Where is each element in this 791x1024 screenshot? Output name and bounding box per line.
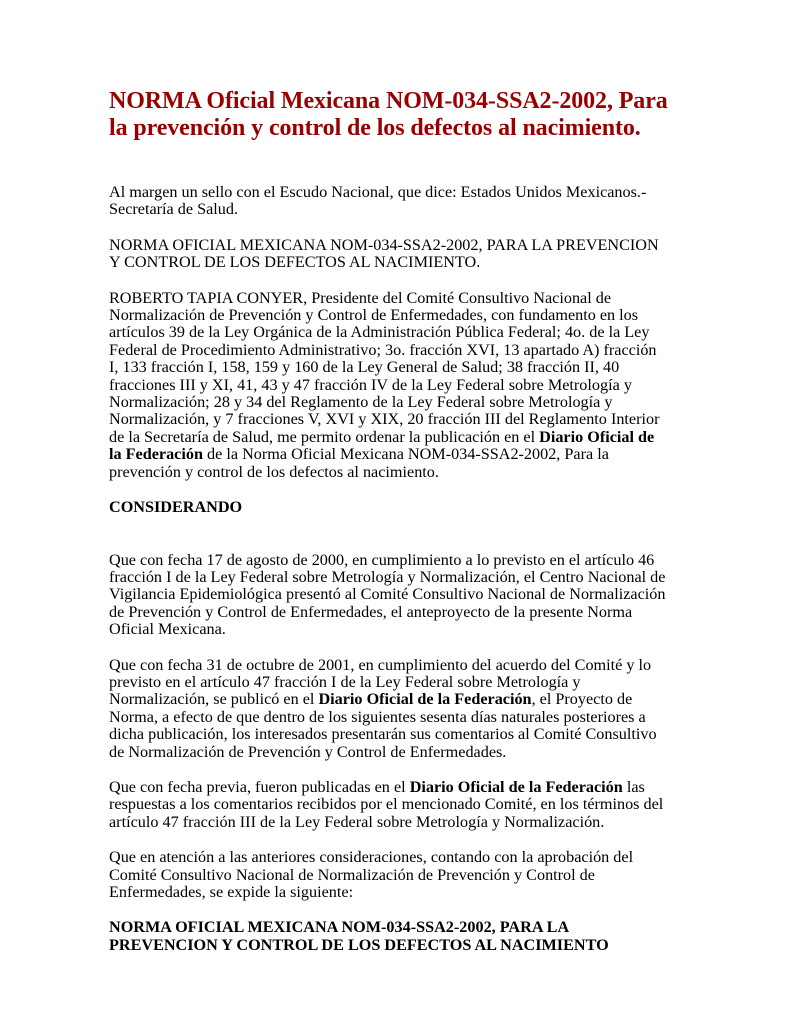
norm-caption: NORMA OFICIAL MEXICANA NOM-034-SSA2-2002, PARA LA PREVENCION Y CONTROL DE LOS DEFECTOS AL NACIMIENTO.: [109, 235, 659, 272]
intro-paragraph: Al margen un sello con el Escudo Nacional, que dice: Estados Unidos Mexicanos.- Secretaría de Salud.: [109, 183, 647, 219]
document-title: NORMA Oficial Mexicana NOM-034-SSA2-2002, Para la prevención y control de los defectos al nacimiento.: [109, 88, 668, 141]
considerando-3-text-2: las respuestas a los comentarios recibidos por el mencionado Comité, en los términos del artículo 47 fracción III de la Ley Federal sobre Metrología y Normalización.: [109, 777, 664, 831]
diario-oficial-emphasis: Diario Oficial de la Federación: [109, 427, 655, 464]
considerando-paragraph-1: Que con fecha 17 de agosto de 2000, en cumplimiento a lo previsto en el artículo 46 fracción I de la Ley Federal sobre Metrología y Normalización, el Centro Nacional de Vigilancia Epidemiológica presentó al Comité Consultivo Nacional de Normalización de Prevención y Control de Enfermedades, el anteproyecto de la presente Norma Oficial Mexicana.: [109, 550, 666, 639]
considerando-3-text-1: Que con fecha previa, fueron publicadas en el: [109, 777, 410, 796]
considerando-paragraph-3: [109, 779, 669, 831]
preamble-text-2: de la Norma Oficial Mexicana NOM-034-SSA2-2002, Para la prevención y control de los defectos al nacimiento.: [109, 445, 609, 481]
diario-oficial-emphasis: Diario Oficial de la Federación: [318, 690, 532, 709]
closing-norm-heading: NORMA OFICIAL MEXICANA NOM-034-SSA2-2002, PARA LA PREVENCION Y CONTROL DE LOS DEFECTOS AL NACIMIENTO: [109, 918, 609, 954]
considerando-heading: CONSIDERANDO: [109, 498, 243, 517]
preamble-text-1: ROBERTO TAPIA CONYER, Presidente del Comité Consultivo Nacional de Normalización de Prevención y Control de Enfermedades, con fundamento en los artículos 39 de la Ley Orgánica de la Administración Pública Federal; 4o. de la Ley Federal de Procedimiento Administrativo; 3o. fracción XVI, 13 apartado A) fracción I, 133 fracción I, 158, 159 y 160 de la Ley General de Salud; 38 fracción II, 40 fracciones III y XI, 41, 43 y 47 fracción IV de la Ley Federal sobre Metrología y Normalización; 28 y 34 del Reglamento de la Ley Federal sobre Metrología y Normalización, y 7 fracciones V, XVI y XIX, 20 fracción III del Reglamento Interior de la Secretaría de Salud, me permito ordenar la publicación en el: [109, 288, 660, 446]
considerando-2-text-1: Que con fecha 31 de octubre de 2001, en cumplimiento del acuerdo del Comité y lo previsto en el artículo 47 fracción I de la Ley Federal sobre Metrología y Normalización, se publicó en el: [109, 655, 652, 709]
considerando-paragraph-2: [109, 657, 669, 761]
considerando-paragraph-4: Que en atención a las anteriores consideraciones, contando con la aprobación del Comité Consultivo Nacional de Normalización de Prevención y Control de Enfermedades, se expide la siguiente:: [109, 848, 634, 901]
preamble-paragraph: [109, 290, 669, 481]
document-page: [109, 88, 669, 954]
diario-oficial-emphasis: Diario Oficial de la Federación: [409, 777, 623, 796]
considerando-2-text-2: , el Proyecto de Norma, a efecto de que dentro de los siguientes sesenta días naturales posteriores a dicha publicación, los interesados presentarán sus comentarios al Comité Consultivo de Normalización de Prevención y Control de Enfermedades.: [109, 690, 657, 761]
